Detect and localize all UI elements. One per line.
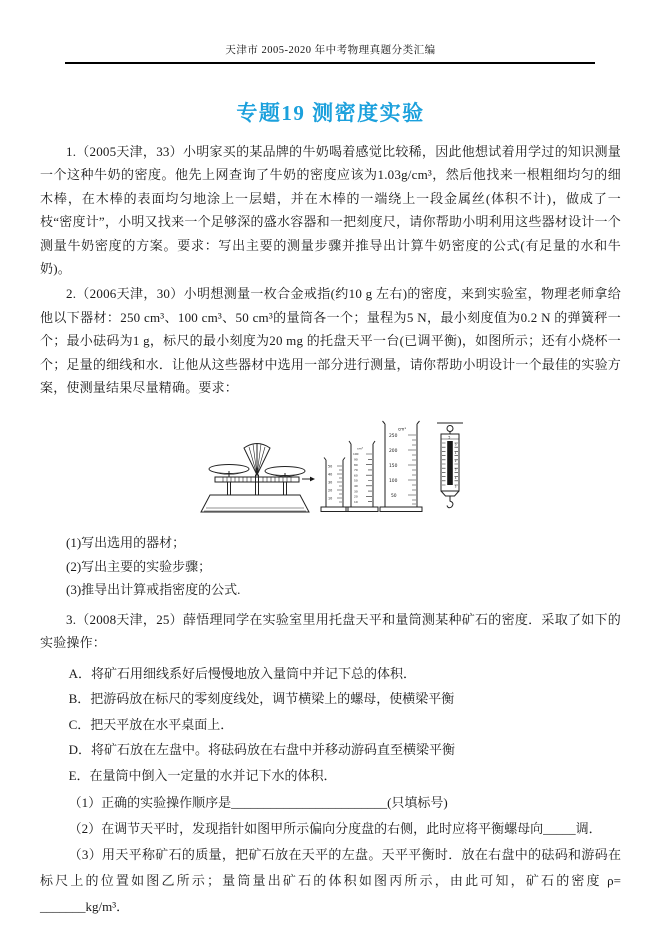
svg-text:150: 150	[388, 464, 397, 470]
question-2-text: 2.（2006天津，30）小明想测量一枚合金戒指(约10 g 左右)的密度，来到实验室，物理老师拿给他以下器材：250 cm³、100 cm³、50 cm³的量筒各一个；量程为5 N，最小刻度值为0.2 N 的弹簧秤一个；最小砝码为1 g，标尺的最小刻度为20 mg 的托盘天平一台(已调平衡)，如图所示；还有小烧杯一个；足量的细线和水．让他从这些器材中选用一部分进行测量，请你帮助小明设计一个最佳的实验方案，使测量结果尽量精确。要求：	[40, 286, 621, 396]
svg-text:5: 5	[447, 435, 450, 440]
question-3-steps	[40, 661, 621, 789]
q2-item-3: (3)推导出计算戒指密度的公式.	[66, 582, 241, 598]
apparatus-figure-svg	[185, 412, 477, 518]
svg-text:100: 100	[352, 452, 359, 457]
q2-item-1: (1)写出选用的器材；	[66, 535, 186, 551]
q3-step-b: B．把游码放在标尺的零刻度线处，调节横梁上的螺母，使横梁平衡	[68, 691, 455, 707]
svg-text:90: 90	[353, 457, 358, 462]
svg-text:2: 2	[454, 459, 457, 464]
balance-scale-icon	[201, 443, 315, 512]
measuring-cylinder-medium-icon	[346, 441, 378, 512]
q3-step-a: A．将矿石用细线系好后慢慢地放入量筒中并记下总的体积．	[68, 665, 416, 681]
q2-item-2: (2)写出主要的实验步骤；	[66, 558, 212, 574]
page-header-title: 天津市 2005-2020 年中考物理真题分类汇编	[225, 45, 436, 56]
svg-text:80: 80	[353, 463, 358, 468]
svg-text:40: 40	[327, 472, 332, 477]
measuring-cylinder-large-icon	[380, 421, 422, 512]
svg-text:50: 50	[327, 464, 332, 469]
q3-blank-2: （2）在调节天平时，发现指针如图甲所示偏向分度盘的右侧，此时应将平衡螺母向_____调．	[68, 821, 602, 837]
svg-text:cm³: cm³	[356, 446, 363, 451]
svg-text:100: 100	[388, 479, 397, 485]
question-1-text: 1.（2005天津，33）小明家买的某品牌的牛奶喝着感觉比较稀，因此他想试着用学过的知识测量一个这种牛奶的密度。他先上网查询了牛奶的密度应该为1.03g/cm³，然后他找来一根粗细均匀的细木棒，在木棒的表面均匀地涂上一层蜡，并在木棒的一端绕上一段金属丝(体积不计)，做成了一枝“密度计”，小明又找来一个足够深的盛水容器和一把刻度尺，请你帮助小明利用这些器材设计一个测量牛奶密度的方案。要求：写出主要的测量步骤并推导出计算牛奶密度的公式(有足量的水和牛奶)。	[40, 144, 621, 277]
svg-text:1: 1	[454, 451, 457, 456]
svg-text:20: 20	[353, 495, 358, 500]
svg-text:5: 5	[454, 484, 457, 489]
question-3-text: 3.（2008天津，25）薛悟理同学在实验室里用托盘天平和量筒测某种矿石的密度．采取了如下的实验操作：	[40, 611, 621, 651]
svg-text:50: 50	[390, 494, 397, 500]
header-rule	[65, 62, 595, 64]
svg-text:50: 50	[353, 479, 358, 484]
svg-text:30: 30	[327, 480, 332, 485]
question-2-sub-items	[40, 531, 621, 602]
q3-blank-1: （1）正确的实验操作顺序是________________________(只填标号)	[68, 795, 448, 811]
document-title: 专题19 测密度实验	[236, 101, 425, 125]
svg-text:70: 70	[353, 468, 358, 473]
svg-text:60: 60	[353, 473, 358, 478]
svg-text:250: 250	[388, 434, 397, 440]
q3-blank-3: （3）用天平称矿石的质量，把矿石放在天平的左盘。天平平衡时．放在右盘中的砝码和游码在标尺上的位置如图乙所示；量筒量出矿石的体积如图丙所示，由此可知，矿石的密度 ρ= _______kg/m³．	[40, 847, 621, 915]
svg-text:0: 0	[454, 442, 457, 447]
svg-text:20: 20	[327, 488, 332, 493]
spring-scale-icon	[437, 423, 463, 508]
question-3-blanks	[40, 790, 621, 920]
svg-text:10: 10	[353, 500, 358, 505]
svg-text:cm³: cm³	[397, 426, 406, 432]
svg-text:200: 200	[388, 449, 397, 455]
q3-step-c: C．把天平放在水平桌面上．	[68, 716, 234, 732]
apparatus-figure	[40, 412, 621, 523]
measuring-cylinder-small-icon	[321, 458, 348, 512]
q3-step-e: E．在量筒中倒入一定量的水并记下水的体积．	[68, 767, 337, 783]
svg-text:10: 10	[327, 496, 332, 501]
svg-text:40: 40	[353, 484, 358, 489]
svg-text:4: 4	[454, 476, 457, 481]
svg-text:30: 30	[353, 489, 358, 494]
q3-step-d: D．将矿石放在左盘中。将砝码放在右盘中并移动游码直至横梁平衡	[68, 742, 455, 758]
svg-text:3: 3	[454, 468, 457, 473]
